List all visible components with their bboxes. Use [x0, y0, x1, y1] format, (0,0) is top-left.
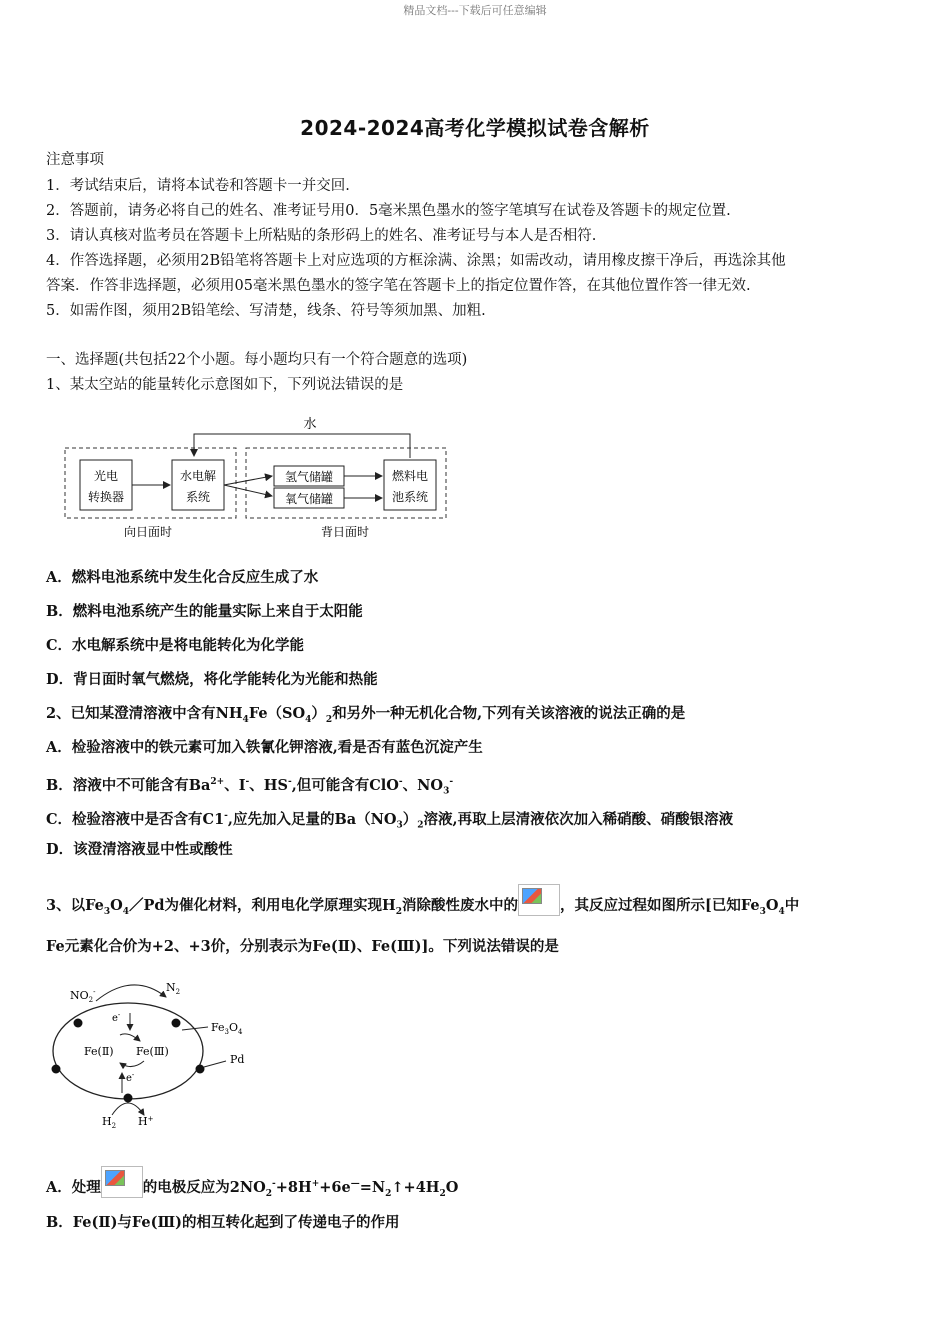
notice-item-5: 5．如需作图，须用2B铅笔绘、写清楚，线条、符号等须加黑、加粗. [46, 303, 486, 319]
oxygen-tank-label: 氧气储罐 [284, 492, 334, 506]
electrolysis-label-1: 水电解 [179, 469, 217, 483]
q2-option-b: B．溶液中不可能含有$Ba^{2+}$、I-、HS-,但可能含有ClO-、$NO_3^-$ [46, 776, 454, 797]
q3-option-b: B．Fe(Ⅱ)与Fe(Ⅲ)的相互转化起到了传递电子的作用 [46, 1214, 400, 1231]
header-note: 精品文档---下载后可任意编辑 [403, 4, 547, 17]
nitrogen-label: $N_2$ [166, 981, 181, 996]
broken-image-icon [518, 884, 560, 916]
q3-stem-line-2: Fe元素化合价为+2、+3价，分别表示为Fe(Ⅱ)、Fe(Ⅲ)]。下列说法错误的是 [46, 938, 559, 955]
q3-stem-line-1: 3、以$Fe_3O_4/Pd$为催化材料，利用电化学原理实现$H_2$消除酸性废水中的 ，其反应过程如图所示[已知$Fe_3O_4$中 [46, 884, 799, 922]
fe-iii-label: Fe(Ⅲ) [136, 1045, 169, 1058]
photo-converter-label-2: 转换器 [87, 490, 125, 504]
section-heading: 一、选择题(共包括22个小题。每小题均只有一个符合题意的选项) [46, 352, 468, 368]
electron-bottom-label: e- [126, 1071, 135, 1084]
notice-heading: 注意事项 [46, 152, 104, 168]
q2-option-c: C．检验溶液中是否含有C1-,应先加入足量的$Ba(NO_3)_2$溶液,再取上层清液依次加入稀硝酸、硝酸银溶液 [46, 810, 734, 831]
hydrogen-tank-label: 氢气储罐 [284, 470, 334, 484]
energy-conversion-diagram [60, 410, 452, 546]
q1-stem: 1、某太空站的能量转化示意图如下，下列说法错误的是 [46, 377, 404, 393]
q2-stem: 2、已知某澄清溶液中含有$NH_4Fe(SO_4)_2$和另外一种无机化合物,下列有关该溶液的说法正确的是 [46, 705, 686, 725]
electron-top-label: e- [112, 1011, 121, 1024]
q3-option-a: A．处理 的电极反应为$2NO_2^-+8H^++6e^—=N_2↑+4H_2O$ [46, 1166, 458, 1204]
notice-item-4: 4．作答选择题，必须用2B铅笔将答题卡上对应选项的方框涂满、涂黑；如需改动，请用橡皮擦干净后，再选涂其他 [46, 253, 786, 269]
water-label: 水 [303, 417, 317, 432]
notice-item-2: 2．答题前，请务必将自己的姓名、准考证号用0．5毫米黑色墨水的签字笔填写在试卷及答题卡的规定位置. [46, 203, 731, 219]
q1-option-b: B．燃料电池系统产生的能量实际上来自于太阳能 [46, 603, 363, 620]
fe-ii-label: Fe(Ⅱ) [84, 1045, 114, 1058]
photo-converter-label-1: 光电 [93, 469, 119, 483]
nitrite-label: $NO_2^-$ [70, 988, 96, 1004]
electrolysis-label-2: 系统 [185, 490, 211, 504]
q2-option-a: A．检验溶液中的铁元素可加入铁氰化钾溶液,看是否有蓝色沉淀产生 [46, 739, 483, 756]
catalyst-cycle-diagram [48, 975, 258, 1137]
shade-facing-label: 背日面时 [320, 525, 370, 539]
q1-option-a: A．燃料电池系统中发生化合反应生成了水 [46, 569, 319, 586]
fe3o4-label: $Fe_3O_4$ [211, 1021, 243, 1036]
notice-item-1: 1．考试结束后，请将本试卷和答题卡一并交回. [46, 178, 350, 194]
fuel-cell-label-2: 池系统 [391, 490, 429, 504]
h-plus-label: H+ [138, 1115, 154, 1128]
q2-option-d: D．该澄清溶液显中性或酸性 [46, 841, 233, 858]
fuel-cell-label-1: 燃料电 [391, 469, 429, 483]
h2-label: $H_2$ [102, 1115, 117, 1130]
sun-facing-label: 向日面时 [123, 525, 173, 539]
page-title: 2024-2024高考化学模拟试卷含解析 [300, 116, 650, 140]
notice-item-3: 3．请认真核对监考员在答题卡上所粘贴的条形码上的姓名、准考证号与本人是否相符. [46, 228, 597, 244]
q1-option-d: D．背日面时氧气燃烧，将化学能转化为光能和热能 [46, 671, 378, 688]
notice-item-4-cont: 答案．作答非选择题，必须用05毫米黑色墨水的签字笔在答题卡上的指定位置作答，在其他位置作答一律无效. [46, 278, 751, 294]
broken-image-icon [101, 1166, 143, 1198]
q1-option-c: C．水电解系统中是将电能转化为化学能 [46, 637, 305, 654]
pd-label: Pd [230, 1053, 245, 1066]
